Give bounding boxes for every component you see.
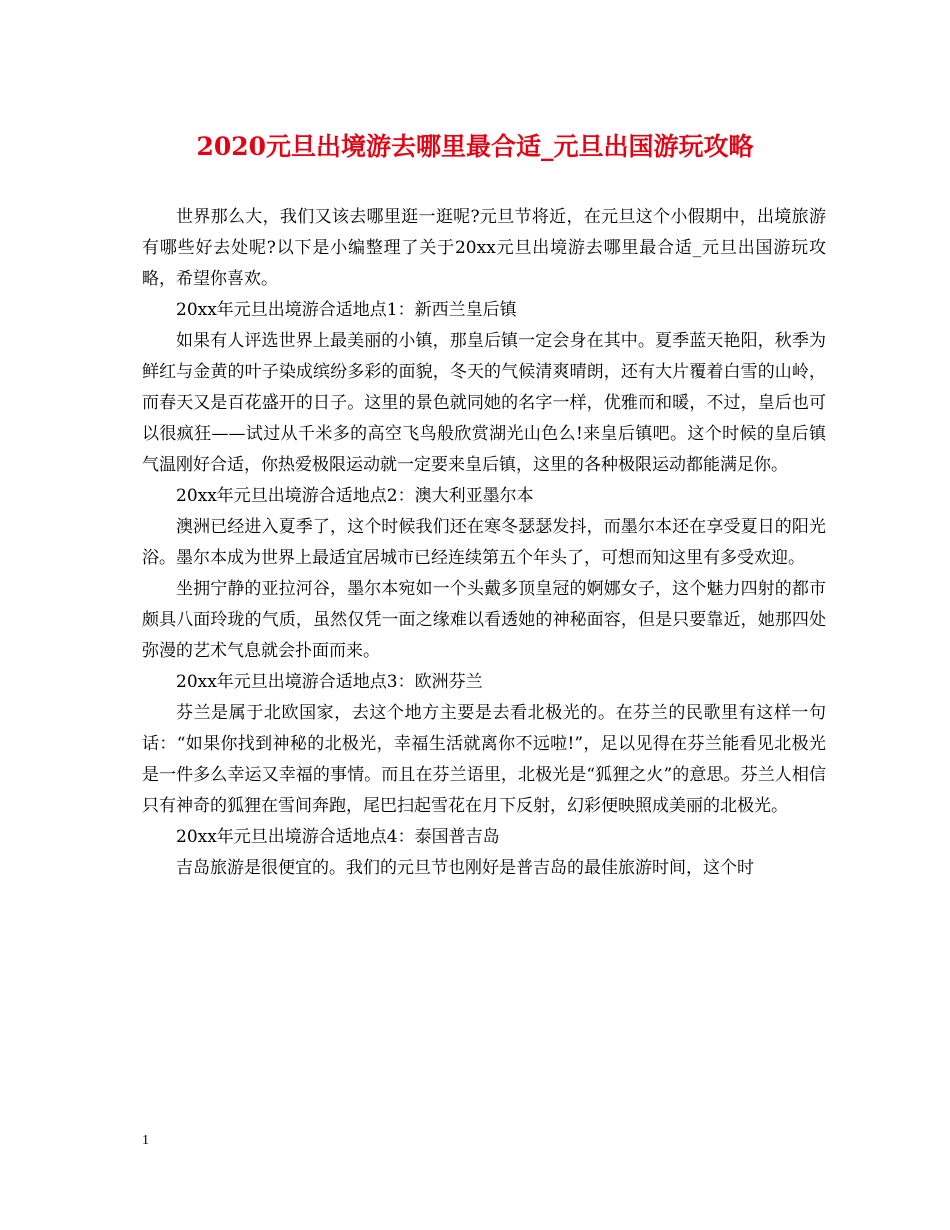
paragraph-melbourne-2: 坐拥宁静的亚拉河谷，墨尔本宛如一个头戴多顶皇冠的婀娜女子，这个魅力四射的都市颇具八面玲珑的气质，虽然仅凭一面之缘难以看透她的神秘面容，但是只要靠近，她那四处弥漫的艺术气息就会扑面而来。 (142, 579, 826, 661)
paragraph-phuket: 吉岛旅游是很便宜的。我们的元旦节也刚好是普吉岛的最佳旅游时间，这个时 (176, 858, 754, 878)
section-heading-4: 20xx年元旦出境游合适地点4：泰国普吉岛 (176, 827, 500, 847)
paragraph-finland: 芬兰是属于北欧国家，去这个地方主要是去看北极光的。在芬兰的民歌里有这样一句话：“如果你找到神秘的北极光，幸福生活就离你不远啦!”，足以见得在芬兰能看见北极光是一件多么幸运又幸福的事情。而且在芬兰语里，北极光是“狐狸之火”的意思。芬兰人相信只有神奇的狐狸在雪间奔跑，尾巴扫起雪花在月下反射，幻彩便映照成美丽的北极光。 (142, 703, 826, 816)
document-title: 2020元旦出境游去哪里最合适_元旦出国游玩攻略 (196, 132, 754, 161)
document-body (142, 202, 826, 884)
intro-paragraph: 世界那么大，我们又该去哪里逛一逛呢?元旦节将近，在元旦这个小假期中，出境旅游有哪些好去处呢?以下是小编整理了关于20xx元旦出境游去哪里最合适_元旦出国游玩攻略，希望你喜欢。 (142, 207, 826, 289)
page-number: 1 (142, 1133, 149, 1148)
section-heading-1: 20xx年元旦出境游合适地点1：新西兰皇后镇 (176, 300, 517, 320)
section-heading-2: 20xx年元旦出境游合适地点2：澳大利亚墨尔本 (176, 486, 534, 506)
section-heading-3: 20xx年元旦出境游合适地点3：欧洲芬兰 (176, 672, 483, 692)
paragraph-melbourne-1: 澳洲已经进入夏季了，这个时候我们还在寒冬瑟瑟发抖，而墨尔本还在享受夏日的阳光浴。墨尔本成为世界上最适宜居城市已经连续第五个年头了，可想而知这里有多受欢迎。 (142, 517, 826, 568)
paragraph-queenstown: 如果有人评选世界上最美丽的小镇，那皇后镇一定会身在其中。夏季蓝天艳阳，秋季为鲜红与金黄的叶子染成缤纷多彩的面貌，冬天的气候清爽晴朗，还有大片覆着白雪的山岭，而春天又是百花盛开的日子。这里的景色就同她的名字一样，优雅而和暖，不过，皇后也可以很疯狂——试过从千米多的高空飞鸟般欣赏湖光山色么!来皇后镇吧。这个时候的皇后镇气温刚好合适，你热爱极限运动就一定要来皇后镇，这里的各种极限运动都能满足你。 (142, 331, 826, 475)
